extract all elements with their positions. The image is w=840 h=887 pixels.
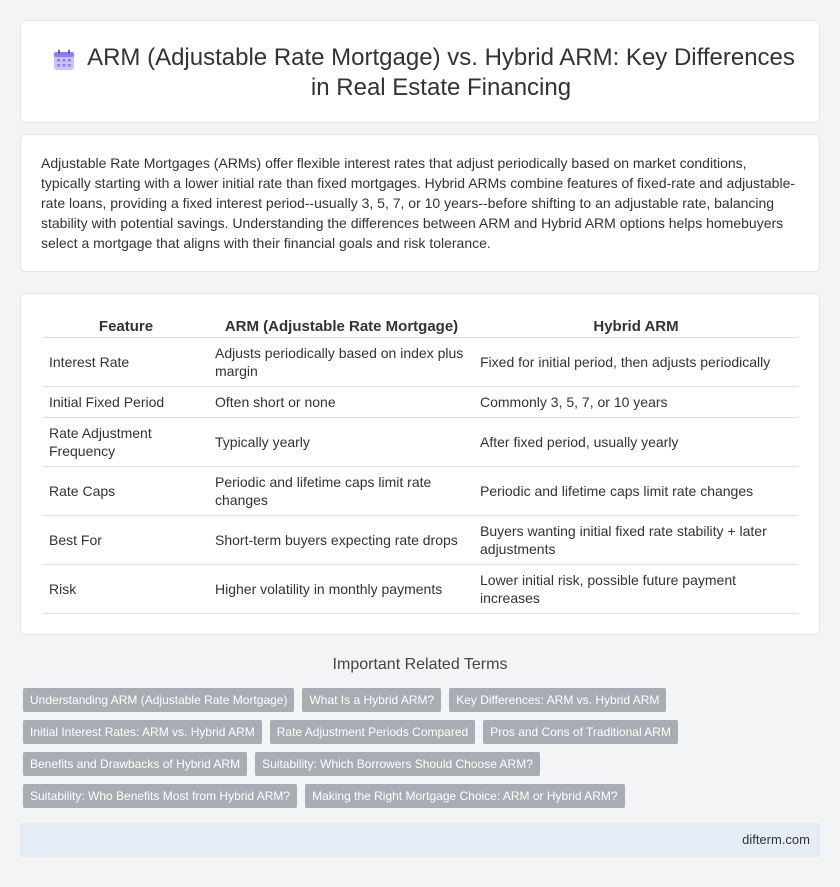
table-row xyxy=(43,564,798,613)
table-cell: Interest Rate xyxy=(43,337,209,386)
table-cell: Adjusts periodically based on index plus margin xyxy=(209,337,474,386)
table-header-row xyxy=(43,314,798,337)
table-cell: Lower initial risk, possible future payment increases xyxy=(474,564,798,613)
table-row xyxy=(43,386,798,417)
page-title: ARM (Adjustable Rate Mortgage) vs. Hybrid ARM: Key Differences in Real Estate Financing xyxy=(87,43,795,101)
related-term-tag[interactable]: Suitability: Which Borrowers Should Choose ARM? xyxy=(255,752,540,776)
table-row xyxy=(43,337,798,386)
related-term-tag[interactable]: Understanding ARM (Adjustable Rate Mortgage) xyxy=(23,688,294,712)
related-term-tag[interactable]: Initial Interest Rates: ARM vs. Hybrid ARM xyxy=(23,720,262,744)
related-term-tag[interactable]: Rate Adjustment Periods Compared xyxy=(270,720,475,744)
comparison-table xyxy=(43,314,798,614)
related-terms-list xyxy=(23,688,813,816)
table-cell: Periodic and lifetime caps limit rate changes xyxy=(474,466,798,515)
related-term-tag[interactable]: Benefits and Drawbacks of Hybrid ARM xyxy=(23,752,247,776)
related-term-tag[interactable]: Pros and Cons of Traditional ARM xyxy=(483,720,678,744)
table-cell: Rate Adjustment Frequency xyxy=(43,417,209,466)
related-term-tag[interactable]: Suitability: Who Benefits Most from Hybrid ARM? xyxy=(23,784,297,808)
table-row xyxy=(43,515,798,564)
table-cell: Buyers wanting initial fixed rate stability + later adjustments xyxy=(474,515,798,564)
table-cell: After fixed period, usually yearly xyxy=(474,417,798,466)
header-card xyxy=(20,20,820,123)
table-cell: Periodic and lifetime caps limit rate changes xyxy=(209,466,474,515)
table-cell: Initial Fixed Period xyxy=(43,386,209,417)
header-feature: Feature xyxy=(43,314,209,337)
tag-row xyxy=(23,688,813,712)
table-cell: Best For xyxy=(43,515,209,564)
related-term-tag[interactable]: Making the Right Mortgage Choice: ARM or Hybrid ARM? xyxy=(305,784,624,808)
footer-bar xyxy=(20,823,820,857)
table-cell: Rate Caps xyxy=(43,466,209,515)
related-terms-title: Important Related Terms xyxy=(332,656,508,673)
related-term-tag[interactable]: Key Differences: ARM vs. Hybrid ARM xyxy=(449,688,666,712)
table-cell: Commonly 3, 5, 7, or 10 years xyxy=(474,386,798,417)
table-row xyxy=(43,466,798,515)
table-cell: Short-term buyers expecting rate drops xyxy=(209,515,474,564)
table-cell: Higher volatility in monthly payments xyxy=(209,564,474,613)
intro-paragraph: Adjustable Rate Mortgages (ARMs) offer flexible interest rates that adjust periodically based on market conditions, typically starting with a lower initial rate than fixed mortgages. Hybrid ARMs combine features of fixed-rate and adjustable-rate loans, providing a fixed interest period--usually 3, 5, 7, or 10 years--before shifting to an adjustable rate, balancing stability with potential savings. Understanding the differences between ARM and Hybrid ARM options helps homebuyers select a mortgage that aligns with their financial goals and risk tolerance. xyxy=(41,155,796,251)
table-cell: Typically yearly xyxy=(209,417,474,466)
header-arm: ARM (Adjustable Rate Mortgage) xyxy=(209,314,474,337)
table-cell: Fixed for initial period, then adjusts periodically xyxy=(474,337,798,386)
tag-row xyxy=(23,784,813,808)
header-hybrid-arm: Hybrid ARM xyxy=(474,314,798,337)
intro-card xyxy=(20,134,820,272)
tag-row xyxy=(23,752,813,776)
footer-site-link[interactable]: difterm.com xyxy=(742,832,810,847)
table-cell: Often short or none xyxy=(209,386,474,417)
related-term-tag[interactable]: What Is a Hybrid ARM? xyxy=(302,688,441,712)
tag-row xyxy=(23,720,813,744)
comparison-table-card xyxy=(20,293,820,635)
table-row xyxy=(43,417,798,466)
table-cell: Risk xyxy=(43,564,209,613)
